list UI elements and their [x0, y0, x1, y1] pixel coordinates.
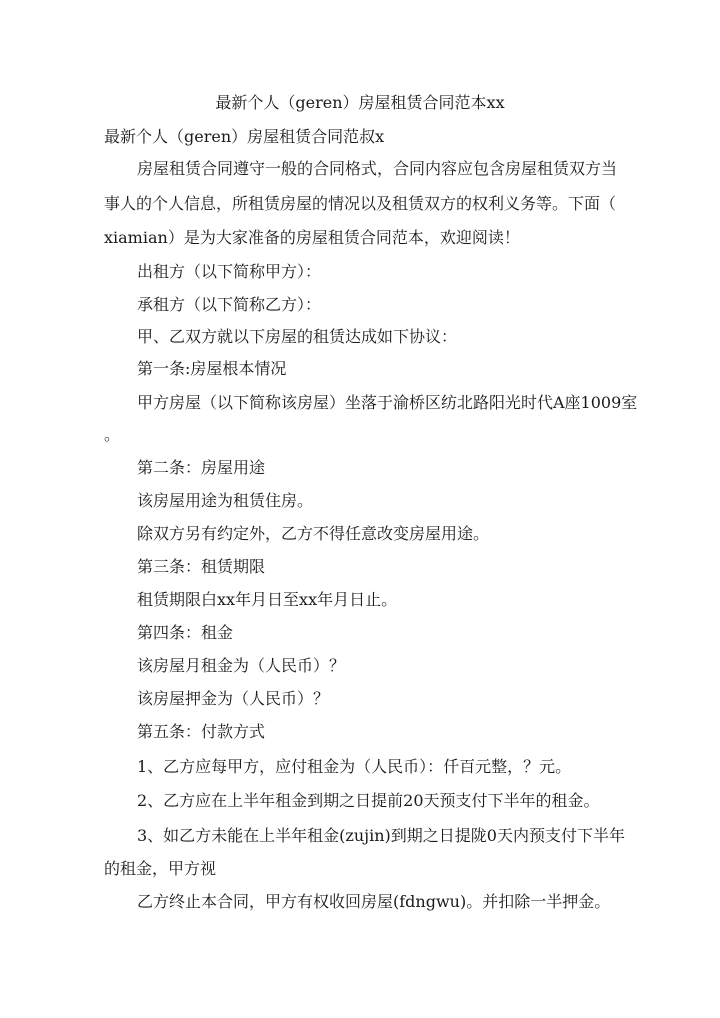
- article3-text: 租赁期限白xx年月日至xx年月日止。: [137, 590, 398, 609]
- article5-item-3-line-2: 的租金，甲方视: [104, 859, 217, 878]
- article1-text-line-2: 。: [104, 425, 121, 444]
- article4-text-1: 该房屋月租金为（人民币）？: [137, 656, 346, 675]
- article4-text-2: 该房屋押金为（人民币）？: [137, 689, 330, 708]
- article2-text-1: 该房屋用途为租赁住房。: [137, 491, 314, 510]
- article5-heading: 第五条：付款方式: [137, 722, 266, 741]
- document-title: 最新个人（geren）房屋租赁合同范本xx: [215, 93, 505, 112]
- lessor-line: 出租方（以下简称甲方）：: [137, 262, 322, 281]
- intro-line-1: 房屋租赁合同遵守一般的合同格式，合同内容应包含房屋租赁双方当: [137, 159, 618, 178]
- agreement-line: 甲、乙双方就以下房屋的租赁达成如下协议：: [137, 327, 458, 346]
- article1-heading: 第一条:房屋根本情况: [137, 359, 287, 378]
- intro-line-2: 事人的个人信息，所租赁房屋的情况以及租赁双方的权利义务等。下面（: [104, 194, 617, 213]
- article2-heading: 第二条：房屋用途: [137, 458, 266, 477]
- intro-line-3: xiamian）是为大家准备的房屋租赁合同范本，欢迎阅读！: [104, 228, 520, 247]
- article5-item-2: 2、乙方应在上半年租金到期之日提前20天预支付下半年的租金。: [137, 791, 600, 810]
- article5-item-3-line-1: 3、如乙方未能在上半年租金(zujin)到期之日提陇0天内预支付下半年: [137, 826, 625, 845]
- article2-text-2: 除双方另有约定外，乙方不得任意改变房屋用途。: [137, 524, 490, 543]
- article3-heading: 第三条：租赁期限: [137, 557, 266, 576]
- article5-item-1: 1、乙方应每甲方，应付租金为（人民币）：仟百元整，？元。: [137, 757, 572, 776]
- article4-heading: 第四条：租金: [137, 623, 234, 642]
- document-subtitle: 最新个人（geren）房屋租赁合同范叔x: [104, 127, 385, 146]
- article1-text-line-1: 甲方房屋（以下简称该房屋）坐落于渝桥区纺北路阳光时代A座1009室: [137, 393, 638, 412]
- lessee-line: 承租方（以下简称乙方）：: [137, 295, 322, 314]
- article5-item-4: 乙方终止本合同，甲方有权收回房屋(fdngwu)。并扣除一半押金。: [137, 892, 611, 911]
